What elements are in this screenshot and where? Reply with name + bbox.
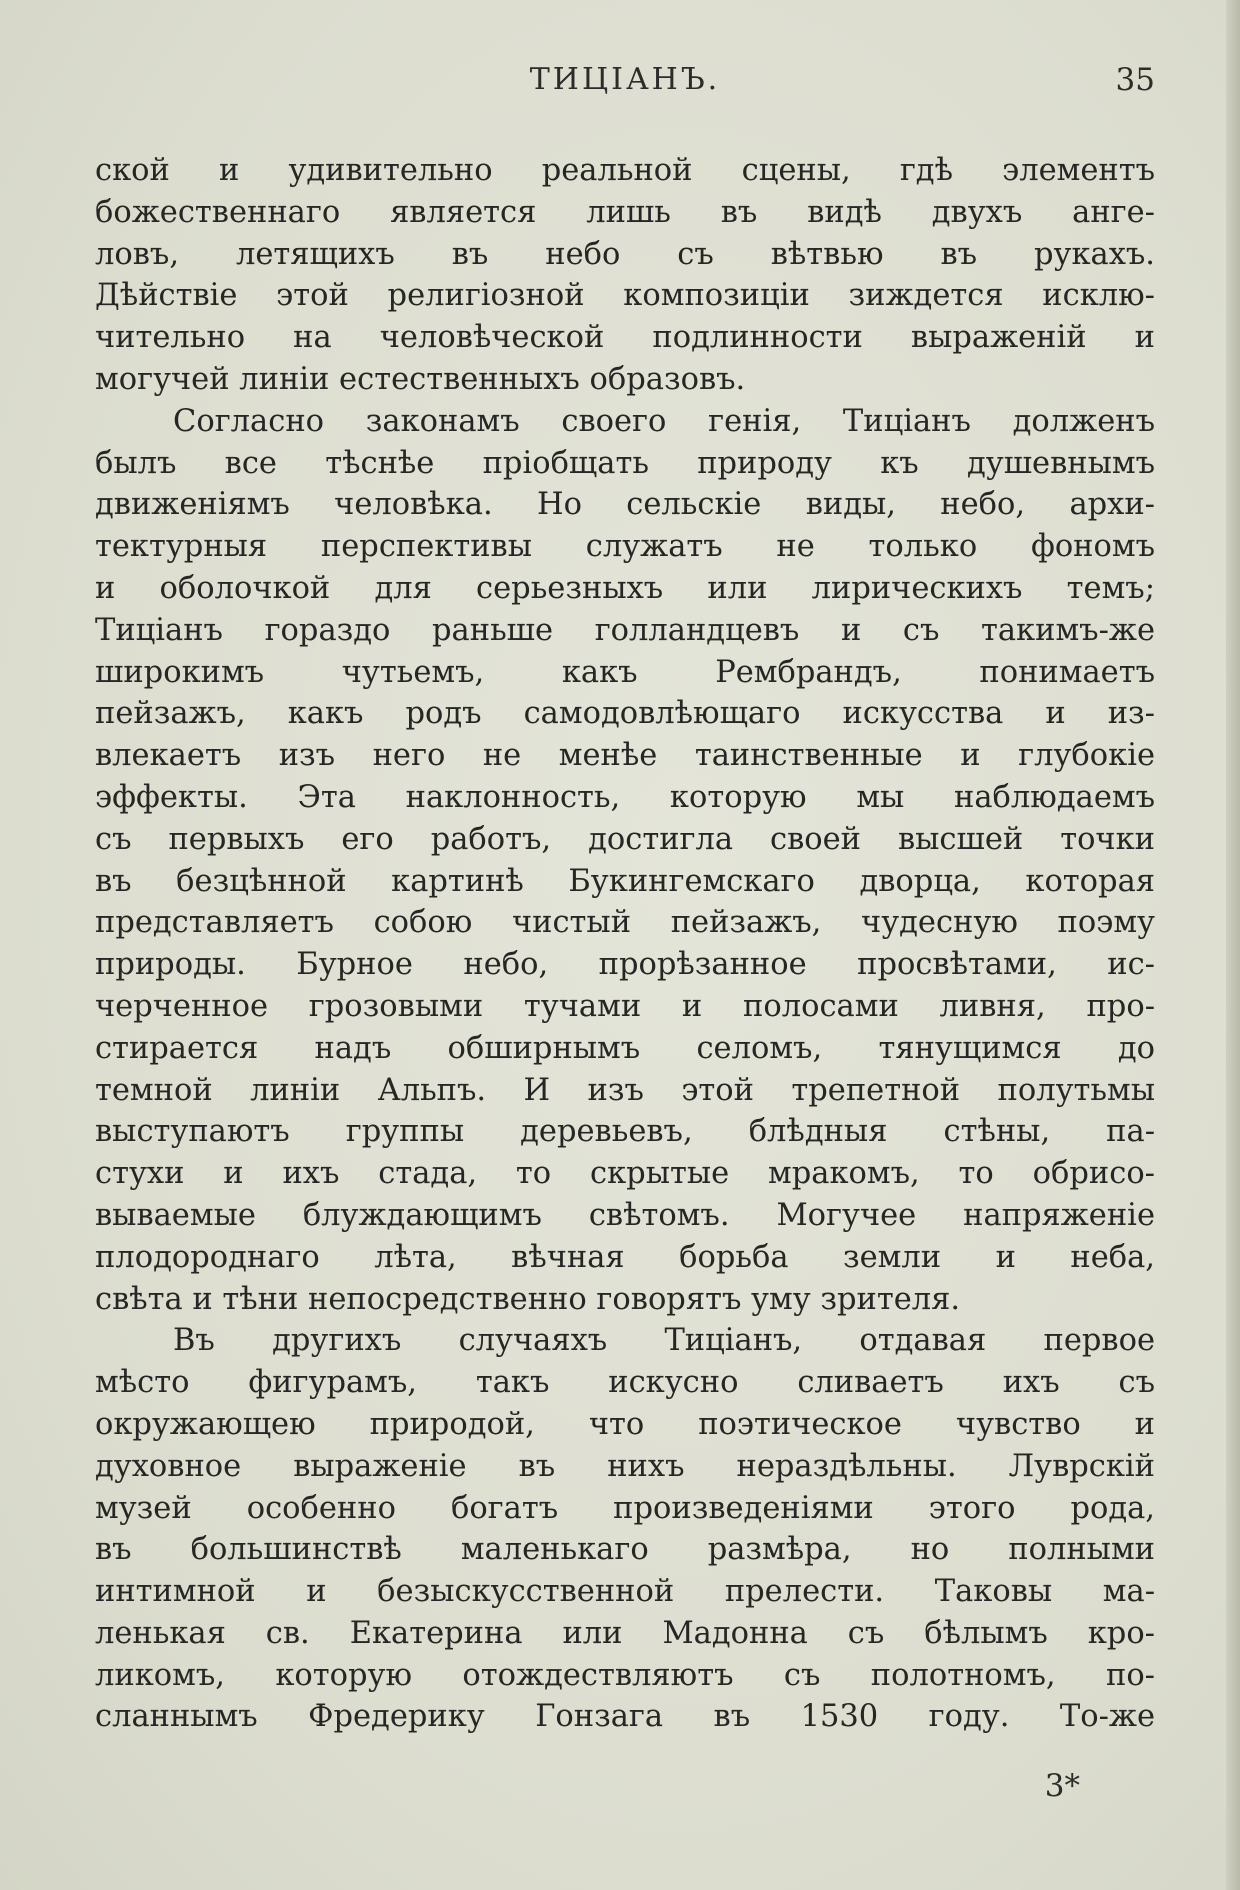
text-line: съ первыхъ его работъ, достигла своей высшей точки — [95, 821, 1155, 857]
text-line: природы. Бурное небо, прорѣзанное просвѣтами, ис- — [95, 947, 1155, 983]
text-line: духовное выраженіе въ нихъ нераздѣльны. Луврскій — [95, 1448, 1155, 1484]
page-edge-shadow — [1226, 0, 1240, 1890]
signature-mark: 3* — [1044, 1768, 1080, 1804]
text-line: тектурныя перспективы служатъ не только фономъ — [95, 529, 1155, 565]
text-line: плодороднаго лѣта, вѣчная борьба земли и неба, — [95, 1239, 1155, 1275]
text-line: интимной и безыскусственной прелести. Таковы ма- — [95, 1574, 1155, 1610]
text-line: музей особенно богатъ произведеніями этого рода, — [95, 1490, 1155, 1526]
text-line: стирается надъ обширнымъ селомъ, тянущимся до — [95, 1030, 1155, 1066]
text-line: въ большинствѣ маленькаго размѣра, но полными — [95, 1532, 1155, 1568]
paragraph-3 — [95, 1320, 1155, 1738]
text-line: влекаетъ изъ него не менѣе таинственные и глубокіе — [95, 738, 1155, 774]
text-line: вываемые блуждающимъ свѣтомъ. Могучее напряженіе — [95, 1197, 1155, 1233]
paragraph-1 — [95, 150, 1155, 401]
text-line: пейзажъ, какъ родъ самодовлѣющаго искусства и из- — [95, 696, 1155, 732]
text-line: широкимъ чутьемъ, какъ Рембрандъ, понимаетъ — [95, 654, 1155, 690]
text-line: сланнымъ Фредерику Гонзага въ 1530 году. То-же — [95, 1699, 1155, 1735]
text-line: въ безцѣнной картинѣ Букингемскаго дворца, которая — [95, 863, 1155, 899]
paragraph-2 — [95, 401, 1155, 1321]
text-line: Дѣйствіе этой религіозной композиціи зиждется исклю- — [95, 278, 1155, 314]
text-line: ловъ, летящихъ въ небо съ вѣтвью въ рукахъ. — [95, 236, 1155, 272]
text-line: ленькая св. Екатерина или Мадонна съ бѣлымъ кро- — [95, 1615, 1155, 1651]
text-line: темной линіи Альпъ. И изъ этой трепетной полутьмы — [95, 1072, 1155, 1108]
running-head — [95, 62, 1155, 112]
text-line: ликомъ, которую отождествляютъ съ полотномъ, по- — [95, 1657, 1155, 1693]
text-line: движеніямъ человѣка. Но сельскіе виды, небо, архи- — [95, 487, 1155, 523]
text-line: стухи и ихъ стада, то скрытые мракомъ, то обрисо- — [95, 1156, 1155, 1192]
text-line: Согласно законамъ своего генія, Тиціанъ долженъ — [173, 403, 1155, 439]
text-line: мѣсто фигурамъ, такъ искусно сливаетъ ихъ съ — [95, 1365, 1155, 1401]
text-line: Въ другихъ случаяхъ Тиціанъ, отдавая первое — [173, 1323, 1155, 1359]
text-line: черченное грозовыми тучами и полосами ливня, про- — [95, 988, 1155, 1024]
text-line: и оболочкой для серьезныхъ или лирическихъ темъ; — [95, 570, 1155, 606]
running-title: ТИЦІАНЪ. — [529, 62, 721, 97]
text-line: ской и удивительно реальной сцены, гдѣ элементъ — [95, 153, 1155, 188]
body-text — [95, 150, 1155, 1738]
text-line: окружающею природой, что поэтическое чувство и — [95, 1406, 1155, 1442]
text-line: выступаютъ группы деревьевъ, блѣдныя стѣны, па- — [95, 1114, 1155, 1150]
text-line: могучей линіи естественныхъ образовъ. — [95, 361, 746, 397]
text-line: свѣта и тѣни непосредственно говорятъ уму зрителя. — [95, 1281, 961, 1317]
text-line: эффекты. Эта наклонность, которую мы наблюдаемъ — [95, 779, 1155, 815]
text-line: чительно на человѣческой подлинности выраженій и — [95, 320, 1155, 356]
text-line: представляетъ собою чистый пейзажъ, чудесную поэму — [95, 905, 1155, 941]
text-line: Тиціанъ гораздо раньше голландцевъ и съ такимъ-же — [95, 612, 1155, 648]
text-line: божественнаго является лишь въ видѣ двухъ анге- — [95, 194, 1155, 230]
page-number: 35 — [1115, 62, 1155, 98]
text-line: былъ все тѣснѣе пріобщать природу къ душевнымъ — [95, 445, 1155, 481]
